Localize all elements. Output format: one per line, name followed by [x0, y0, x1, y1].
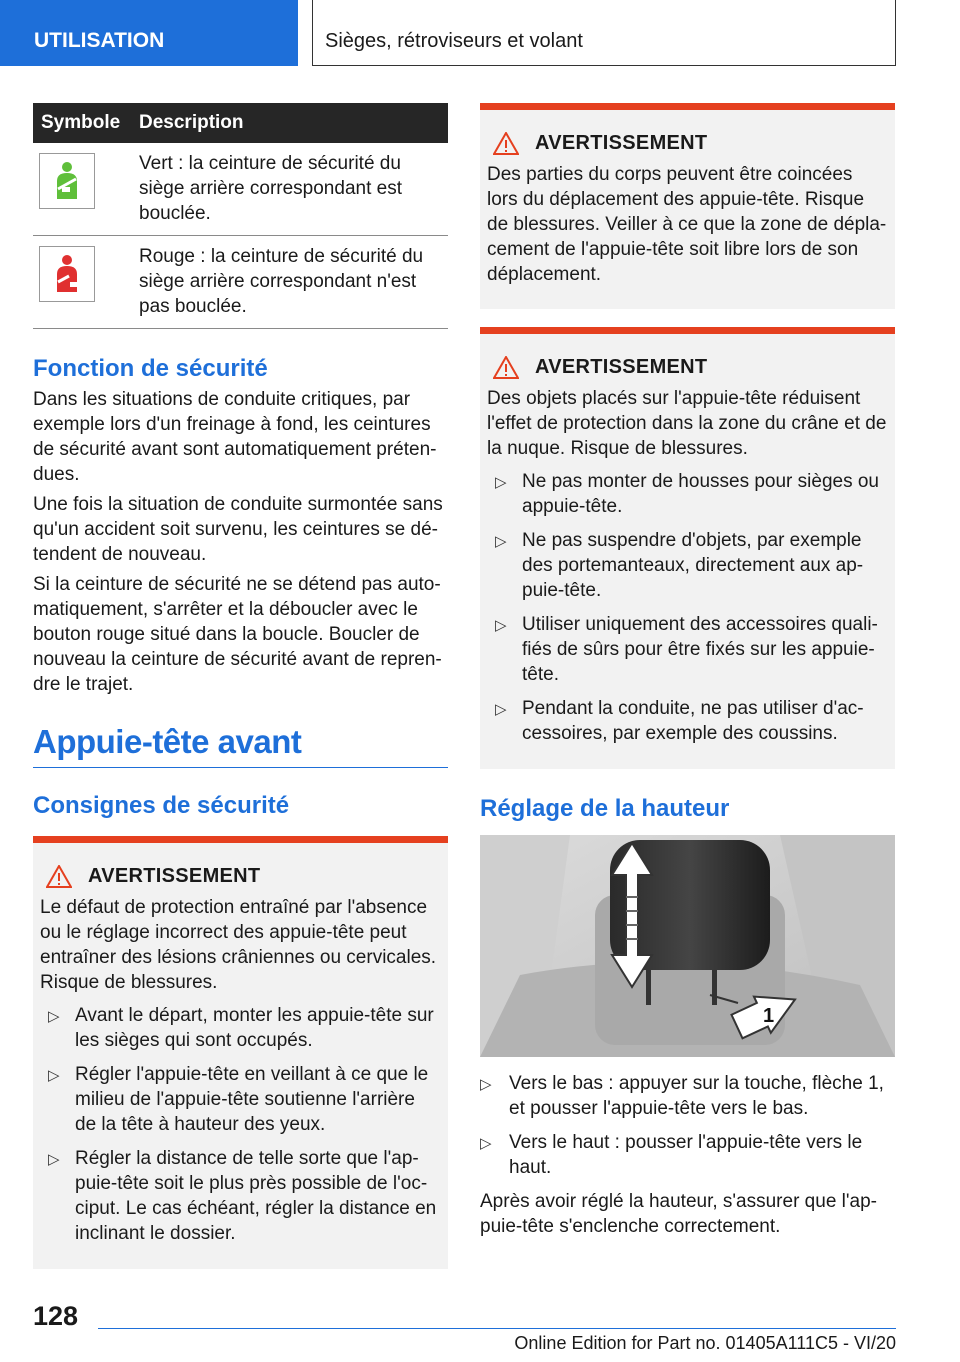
- table-row-description: Rouge : la ceinture de sécurité du siège arrière correspondant n'est pas bouclée.: [131, 236, 448, 329]
- height-adjust-heading: Réglage de la hauteur: [480, 795, 730, 822]
- warning-triangle-icon: [493, 132, 519, 155]
- warning-box: [33, 836, 448, 1269]
- warning-triangle-icon: [493, 356, 519, 379]
- page-header: [0, 0, 960, 66]
- triangle-bullet-icon: ▷: [495, 533, 507, 550]
- seatbelt-unfastened-red-icon: [39, 246, 95, 302]
- warning-list: [487, 469, 888, 746]
- warning-text: Le défaut de protection entraîné par l'absence ou le réglage incorrect des appuie-tête peut entraîner des lésions crâniennes ou cervicales. Risque de blessures.: [40, 897, 437, 993]
- list-item: ▷ Avant le départ, monter les appuie-tête sur les sièges qui sont occupés.: [48, 1005, 434, 1051]
- triangle-bullet-icon: ▷: [480, 1135, 492, 1152]
- warning-text: Des parties du corps peuvent être coincées lors du déplacement des appuie-tête. Risque de blessures. Veiller à ce que la zone de dépla‐ cement de l'appuie-tête soit libre lors de son déplacement.: [487, 164, 887, 285]
- warning-list: [40, 1003, 441, 1246]
- section-tab[interactable]: UTILISATION: [0, 0, 298, 66]
- paragraph: Une fois la situation de conduite surmontée sans qu'un accident soit survenu, les ceintures se dé‐ tendent de nouveau.: [33, 494, 443, 565]
- safety-instructions-heading: Consignes de sécurité: [33, 792, 290, 819]
- table-row-description: Vert : la ceinture de sécurité du siège arrière correspondant est bouclée.: [131, 143, 448, 236]
- paragraph: Dans les situations de conduite critiques, par exemple lors d'un freinage à fond, les ceintures de sécurité avant sont automatiquement préten‐ dues.: [33, 389, 437, 485]
- table-row: [33, 236, 448, 329]
- table-header-description: Description: [131, 103, 448, 143]
- right-column: [480, 103, 895, 1244]
- edition-text: Online Edition for Part no. 01405A111C5 - VI/20: [514, 1333, 896, 1353]
- triangle-bullet-icon: ▷: [480, 1076, 492, 1093]
- triangle-bullet-icon: ▷: [48, 1151, 60, 1168]
- symbol-table: [33, 103, 448, 329]
- height-list: [480, 1071, 895, 1180]
- list-item: ▷ Régler la distance de telle sorte que l'ap‐ puie-tête soit le plus près possible de l'oc‐ ciput. Le cas échéant, régler la distance en inclinant le dossier.: [48, 1148, 437, 1244]
- warning-title: AVERTISSEMENT: [535, 132, 708, 154]
- footer-rule: [98, 1328, 896, 1329]
- photo-callout-label: 1: [763, 1005, 775, 1027]
- list-item: ▷ Ne pas suspendre d'objets, par exemple des portemanteaux, directement aux ap‐ puie-tête.: [495, 530, 864, 601]
- paragraph: Si la ceinture de sécurité ne se détend pas auto‐ matiquement, s'arrêter et la déboucler avec le bouton rouge situé dans la boucle. Boucler de nouveau la ceinture de sécurité avant de repren‐ dre le trajet.: [33, 574, 442, 695]
- warning-title: AVERTISSEMENT: [88, 865, 261, 887]
- table-header-symbol: Symbole: [33, 103, 131, 143]
- warning-triangle-icon: [46, 865, 72, 888]
- triangle-bullet-icon: ▷: [495, 617, 507, 634]
- warning-title: AVERTISSEMENT: [535, 356, 708, 378]
- page-number: 128: [33, 1301, 79, 1331]
- list-item: ▷ Vers le bas : appuyer sur la touche, flèche 1, et pousser l'appuie-tête vers le bas.: [480, 1073, 884, 1119]
- list-item: ▷ Vers le haut : pousser l'appuie-tête vers le haut.: [480, 1132, 863, 1178]
- left-column: [33, 103, 448, 1269]
- warning-box: [480, 327, 895, 769]
- seatbelt-fastened-green-icon: [39, 153, 95, 209]
- list-item: ▷ Régler l'appuie-tête en veillant à ce que le milieu de l'appuie-tête soutienne l'arrière de la tête à hauteur des yeux.: [48, 1064, 429, 1135]
- safety-function-heading: Fonction de sécurité: [33, 355, 268, 382]
- list-item: ▷ Ne pas monter de housses pour sièges ou appuie-tête.: [495, 471, 879, 517]
- list-item: ▷ Pendant la conduite, ne pas utiliser d'ac‐ cessoires, par exemple des coussins.: [495, 698, 864, 744]
- paragraph: Après avoir réglé la hauteur, s'assurer que l'ap‐ puie-tête s'enclenche correctement.: [480, 1191, 877, 1237]
- headrest-photo: [480, 835, 895, 1057]
- triangle-bullet-icon: ▷: [495, 474, 507, 491]
- triangle-bullet-icon: ▷: [48, 1067, 60, 1084]
- headrest-heading: Appuie-tête avant: [33, 723, 302, 760]
- chapter-title: Sièges, rétroviseurs et volant: [312, 0, 896, 66]
- triangle-bullet-icon: ▷: [48, 1008, 60, 1025]
- list-item: ▷ Utiliser uniquement des accessoires quali‐ fiés de sûrs pour être fixés sur les appuie- tête.: [495, 614, 878, 685]
- triangle-bullet-icon: ▷: [495, 701, 507, 718]
- headrest-heading-wrap: [33, 723, 448, 768]
- table-row: [33, 143, 448, 236]
- warning-text: Des objets placés sur l'appuie-tête réduisent l'effet de protection dans la zone du crâne et de la nuque. Risque de blessures.: [487, 388, 887, 459]
- warning-box: [480, 103, 895, 309]
